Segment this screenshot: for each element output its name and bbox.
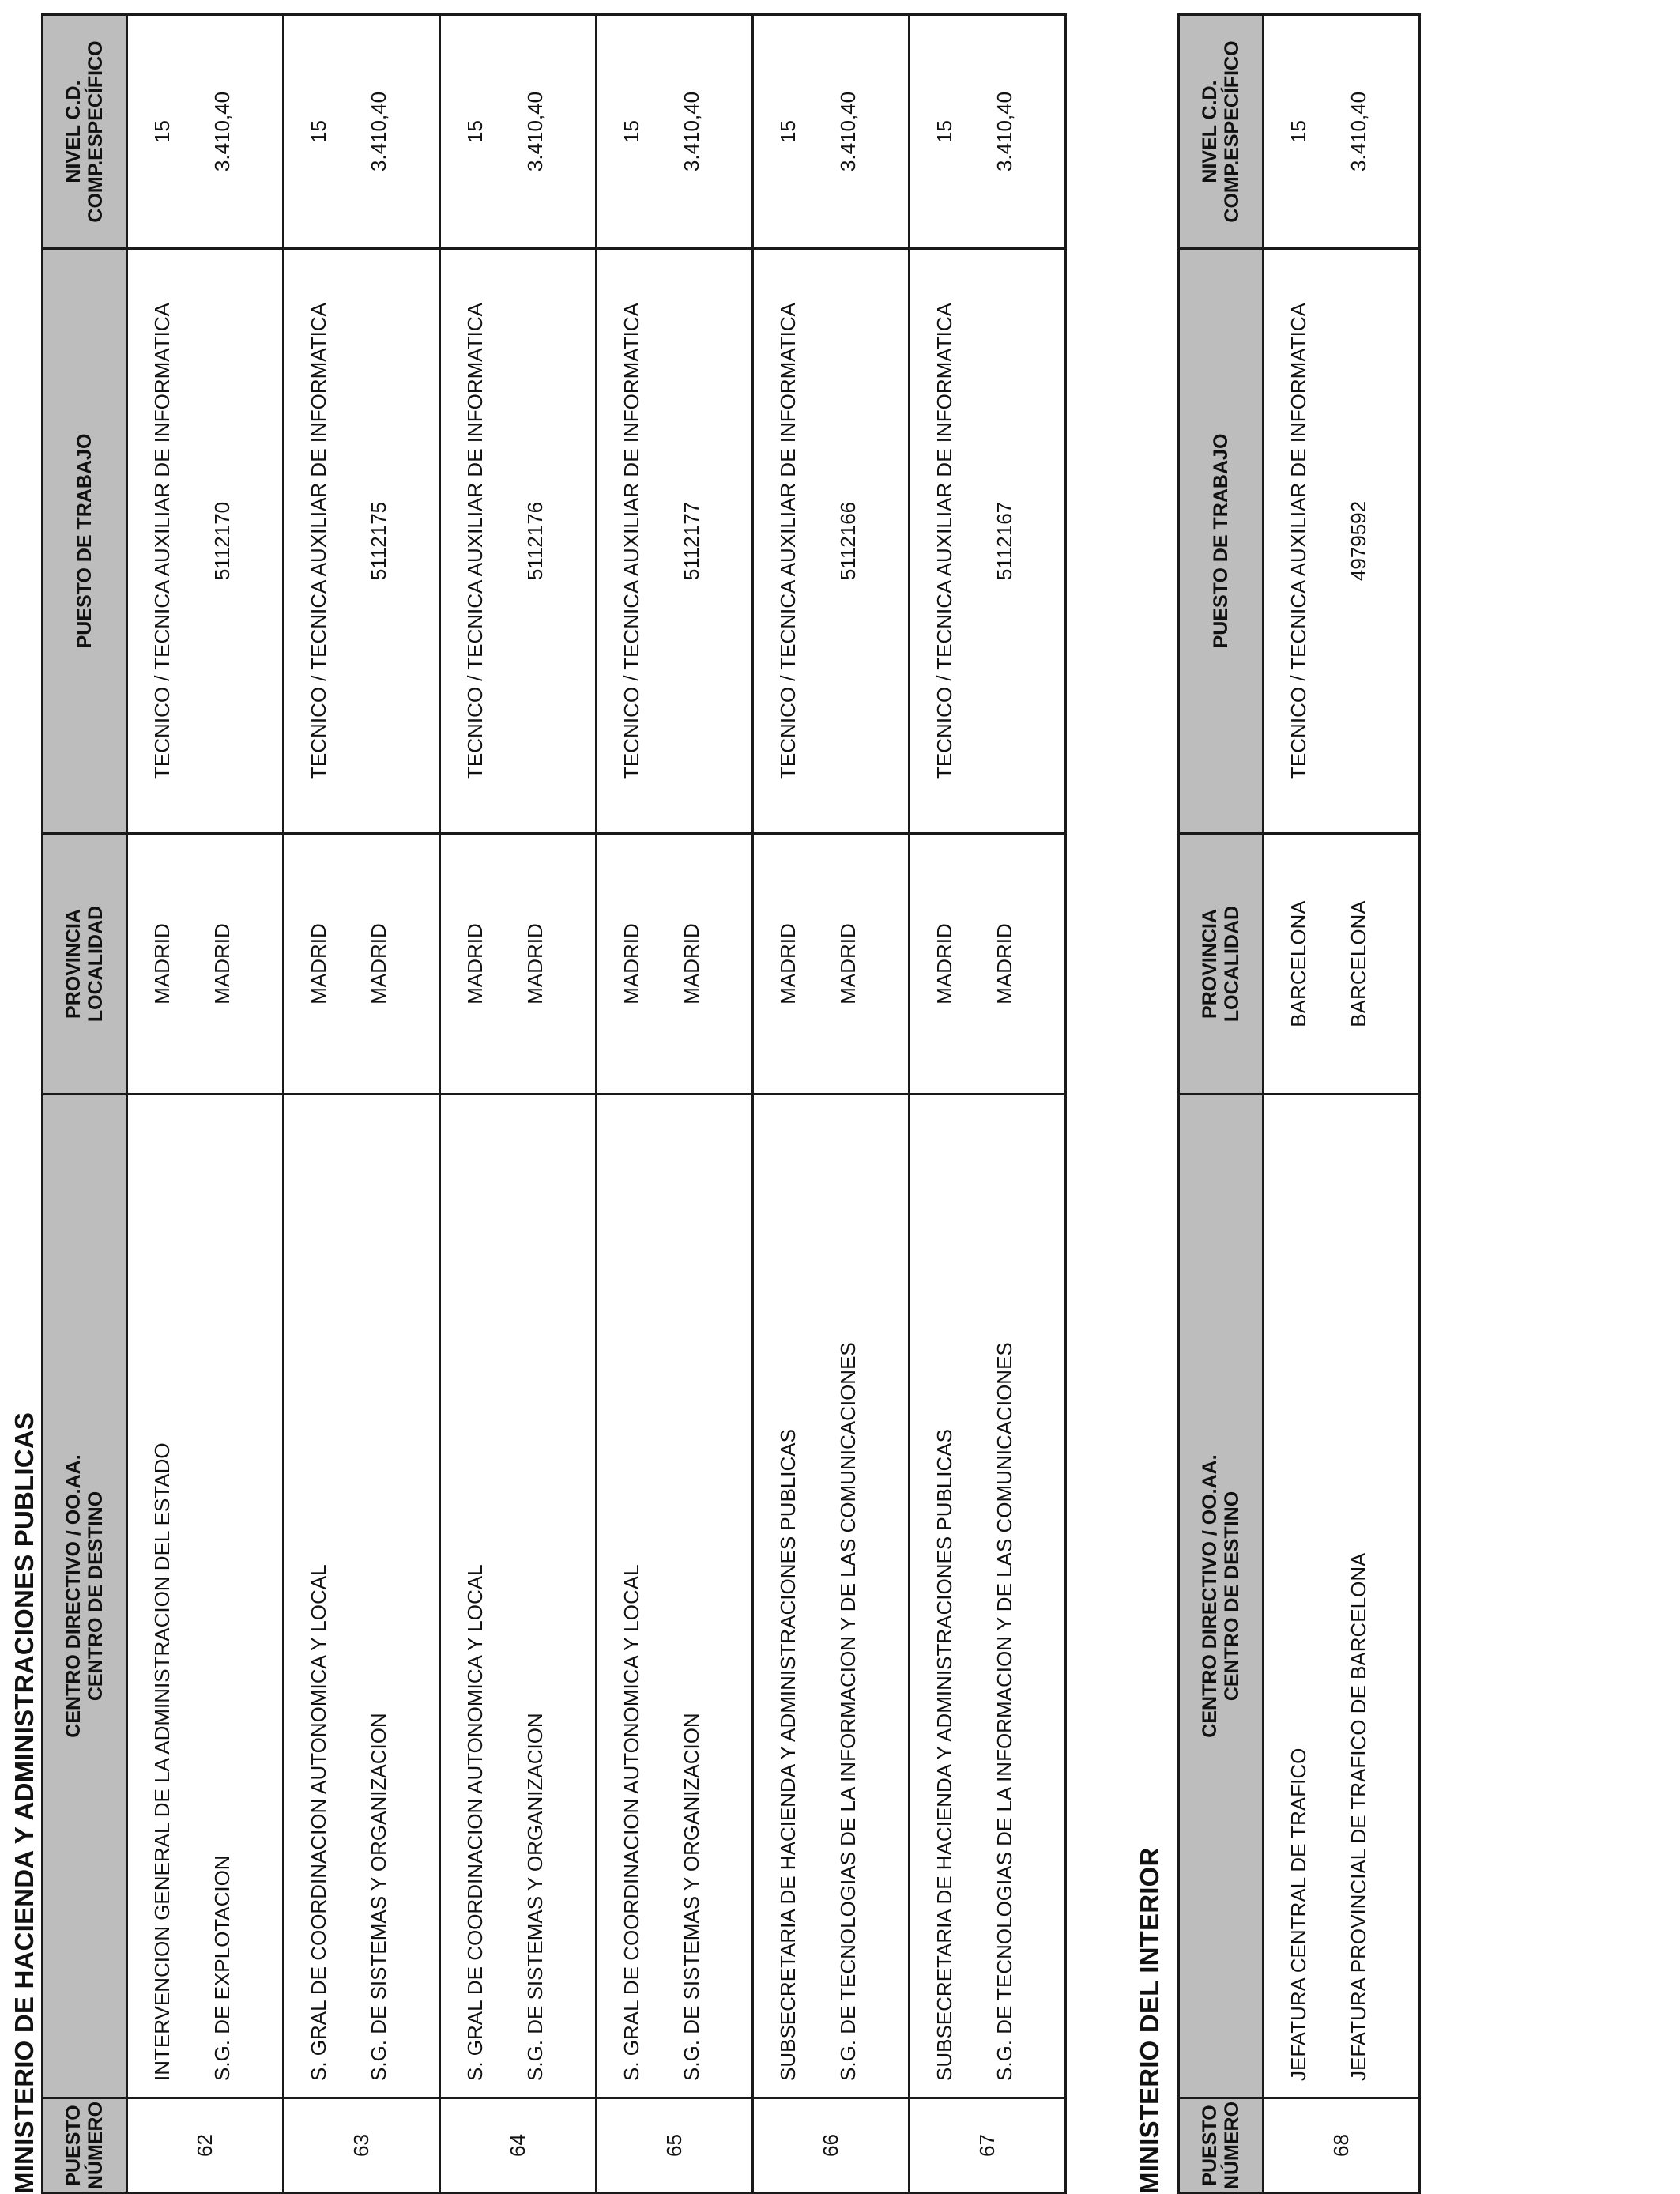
centro-destino: JEFATURA PROVINCIAL DE TRAFICO DE BARCELONA	[1347, 1552, 1370, 2081]
header-provincia: PROVINCIA LOCALIDAD	[1179, 834, 1264, 1095]
centro-destino: S.G. DE SISTEMAS Y ORGANIZACION	[680, 1713, 703, 2081]
centro-destino: S.G. DE TECNOLOGIAS DE LA INFORMACION Y DE LAS COMUNICACIONES	[993, 1342, 1016, 2081]
localidad: MADRID	[993, 923, 1016, 1005]
header-provincia: PROVINCIA LOCALIDAD	[43, 834, 127, 1095]
provincia: MADRID	[150, 923, 174, 1005]
centro-directivo: JEFATURA CENTRAL DE TRAFICO	[1286, 1747, 1310, 2081]
centro-destino: S.G. DE SISTEMAS Y ORGANIZACION	[367, 1713, 390, 2081]
provincia: BARCELONA	[1286, 900, 1310, 1027]
puesto-numero: 66	[819, 2134, 842, 2157]
table-row	[910, 15, 1066, 2193]
complemento-especifico: 3.410,40	[836, 91, 860, 172]
puesto-numero: 64	[506, 2134, 529, 2157]
centro-directivo: SUBSECRETARIA DE HACIENDA Y ADMINISTRACIONES PUBLICAS	[776, 1429, 800, 2081]
header-puesto: PUESTO DE TRABAJO	[43, 249, 127, 834]
nivel-cd: 15	[776, 120, 800, 143]
localidad: MADRID	[367, 923, 390, 1005]
header-numero: PUESTO NÚMERO	[1179, 2098, 1264, 2193]
provincia: MADRID	[776, 923, 800, 1005]
centro-destino: S.G. DE EXPLOTACION	[210, 1855, 234, 2081]
localidad: MADRID	[210, 923, 234, 1005]
provincia: MADRID	[620, 923, 643, 1005]
puesto-numero: 67	[975, 2134, 999, 2157]
centro-destino: S.G. DE SISTEMAS Y ORGANIZACION	[523, 1713, 547, 2081]
header-numero: PUESTO NÚMERO	[43, 2098, 127, 2193]
puesto-codigo: 5112166	[836, 501, 860, 581]
provincia: MADRID	[463, 923, 487, 1005]
puesto-codigo: 5112167	[993, 501, 1016, 581]
puesto-trabajo: TECNICO / TECNICA AUXILIAR DE INFORMATICA	[932, 303, 956, 779]
header-puesto: PUESTO DE TRABAJO	[1179, 249, 1264, 834]
provincia: MADRID	[932, 923, 956, 1005]
localidad: MADRID	[836, 923, 860, 1005]
puesto-trabajo: TECNICO / TECNICA AUXILIAR DE INFORMATICA	[463, 303, 487, 779]
header-centro: CENTRO DIRECTIVO / OO.AA. CENTRO DE DESTINO	[43, 1095, 127, 2098]
nivel-cd: 15	[1286, 120, 1310, 143]
puesto-codigo: 4979592	[1347, 500, 1370, 582]
nivel-cd: 15	[932, 120, 956, 143]
centro-destino: S.G. DE TECNOLOGIAS DE LA INFORMACION Y DE LAS COMUNICACIONES	[836, 1342, 860, 2081]
puesto-trabajo: TECNICO / TECNICA AUXILIAR DE INFORMATICA	[150, 303, 174, 779]
complemento-especifico: 3.410,40	[210, 91, 234, 172]
localidad: MADRID	[523, 923, 547, 1005]
table-header	[43, 15, 127, 2193]
nivel-cd: 15	[463, 120, 487, 143]
table-hacienda	[41, 13, 1067, 2194]
puesto-codigo: 5112175	[367, 501, 390, 581]
complemento-especifico: 3.410,40	[680, 91, 703, 172]
centro-directivo: SUBSECRETARIA DE HACIENDA Y ADMINISTRACIONES PUBLICAS	[932, 1429, 956, 2081]
puesto-trabajo: TECNICO / TECNICA AUXILIAR DE INFORMATICA	[307, 303, 330, 779]
puesto-codigo: 5112177	[680, 501, 703, 581]
nivel-cd: 15	[307, 120, 330, 143]
table-interior	[1177, 13, 1421, 2194]
complemento-especifico: 3.410,40	[523, 91, 547, 172]
header-nivel: NIVEL C.D. COMP.ESPECÍFICO	[43, 15, 127, 249]
table-row	[127, 15, 284, 2193]
puesto-numero: 65	[662, 2134, 686, 2157]
puesto-codigo: 5112176	[523, 501, 547, 581]
header-centro: CENTRO DIRECTIVO / OO.AA. CENTRO DE DESTINO	[1179, 1095, 1264, 2098]
centro-directivo: S. GRAL DE COORDINACION AUTONOMICA Y LOCAL	[463, 1564, 487, 2081]
localidad: BARCELONA	[1347, 900, 1370, 1027]
puesto-codigo: 5112170	[210, 501, 234, 581]
table-row	[597, 15, 753, 2193]
table-row	[284, 15, 440, 2193]
table-row	[753, 15, 910, 2193]
puesto-trabajo: TECNICO / TECNICA AUXILIAR DE INFORMATICA	[1286, 303, 1310, 779]
section-title-interior: MINISTERIO DEL INTERIOR	[1135, 1847, 1164, 2194]
header-nivel: NIVEL C.D. COMP.ESPECÍFICO	[1179, 15, 1264, 249]
puesto-numero: 68	[1329, 2134, 1353, 2157]
localidad: MADRID	[680, 923, 703, 1005]
centro-directivo: S. GRAL DE COORDINACION AUTONOMICA Y LOCAL	[307, 1564, 330, 2081]
centro-directivo: INTERVENCION GENERAL DE LA ADMINISTRACION DEL ESTADO	[150, 1442, 174, 2081]
table-header	[1179, 15, 1264, 2193]
nivel-cd: 15	[150, 120, 174, 143]
complemento-especifico: 3.410,40	[367, 91, 390, 172]
puesto-trabajo: TECNICO / TECNICA AUXILIAR DE INFORMATICA	[620, 303, 643, 779]
centro-directivo: S. GRAL DE COORDINACION AUTONOMICA Y LOCAL	[620, 1564, 643, 2081]
table-row	[1264, 15, 1420, 2193]
puesto-numero: 63	[349, 2134, 373, 2157]
complemento-especifico: 3.410,40	[1347, 91, 1370, 172]
table-row	[440, 15, 597, 2193]
puesto-trabajo: TECNICO / TECNICA AUXILIAR DE INFORMATICA	[776, 303, 800, 779]
nivel-cd: 15	[620, 120, 643, 143]
provincia: MADRID	[307, 923, 330, 1005]
section-title-hacienda: MINISTERIO DE HACIENDA Y ADMINISTRACIONES PUBLICAS	[9, 1412, 39, 2194]
puesto-numero: 62	[193, 2134, 217, 2157]
complemento-especifico: 3.410,40	[993, 91, 1016, 172]
